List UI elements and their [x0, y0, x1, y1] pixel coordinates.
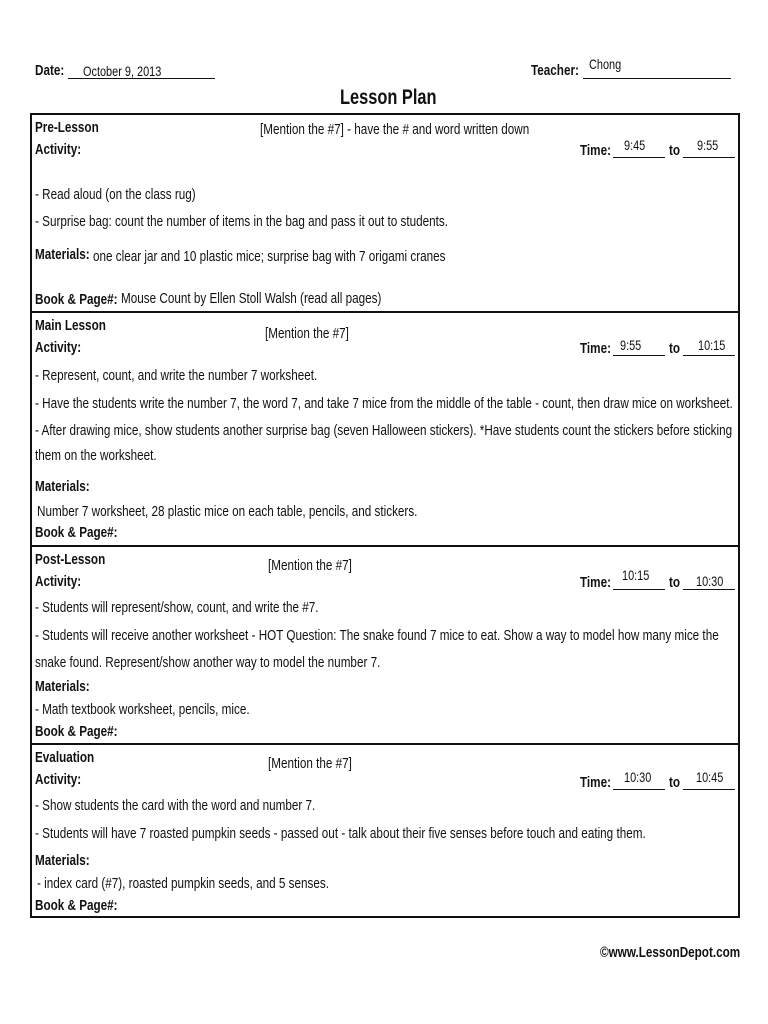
section-title: Evaluation: [35, 749, 95, 766]
footer-copyright: ©www.LessonDepot.com: [600, 944, 741, 961]
time-to-label: to: [669, 142, 681, 159]
materials-label: Materials:: [35, 478, 90, 495]
book-page-label: Book & Page#:: [35, 291, 118, 308]
date-label: Date:: [35, 62, 65, 79]
mention-note: [Mention the #7]: [268, 557, 352, 574]
mention-note: [Mention the #7]: [268, 755, 352, 772]
time-to-label: to: [669, 574, 681, 591]
activity-line: them on the worksheet.: [35, 447, 157, 464]
time-start: 10:15: [622, 567, 650, 583]
mention-note: [Mention the #7]: [265, 325, 349, 342]
book-page-label: Book & Page#:: [35, 524, 118, 541]
teacher-label: Teacher:: [531, 62, 579, 79]
time-to-label: to: [669, 340, 681, 357]
activity-label: Activity:: [35, 573, 82, 590]
materials-text: - Math textbook worksheet, pencils, mice.: [35, 701, 250, 718]
time-end: 10:45: [696, 769, 724, 785]
time-start-blank: [613, 789, 665, 790]
activity-line: - Students will represent/show, count, and write the #7.: [35, 599, 319, 616]
time-end: 10:30: [696, 573, 724, 589]
time-end-blank: [683, 589, 735, 590]
time-to-label: to: [669, 774, 681, 791]
materials-text: - index card (#7), roasted pumpkin seeds, and 5 senses.: [37, 875, 330, 892]
time-label: Time:: [580, 142, 611, 159]
book-page-label: Book & Page#:: [35, 897, 118, 914]
activity-line: - Surprise bag: count the number of items in the bag and pass it out to students.: [35, 213, 448, 230]
time-start-blank: [613, 157, 665, 158]
teacher-value: Chong: [589, 56, 622, 72]
activity-line: - Have the students write the number 7, the word 7, and take 7 mice from the middle of the table - count, then draw mice on worksheet.: [35, 395, 733, 412]
section-title: Main Lesson: [35, 317, 106, 334]
page-title: Lesson Plan: [340, 86, 437, 109]
book-page-label: Book & Page#:: [35, 723, 118, 740]
activity-line: - Represent, count, and write the number 7 worksheet.: [35, 367, 318, 384]
teacher-underline: [583, 78, 731, 79]
time-end-blank: [683, 789, 735, 790]
activity-label: Activity:: [35, 771, 82, 788]
time-label: Time:: [580, 574, 611, 591]
section-pre-lesson: [32, 115, 738, 313]
time-start: 10:30: [624, 769, 652, 785]
activity-line: - After drawing mice, show students another surprise bag (seven Halloween stickers). *Have students count the stickers before sticking: [35, 422, 733, 439]
time-end: 10:15: [698, 337, 726, 353]
activity-line: - Show students the card with the word and number 7.: [35, 797, 316, 814]
lesson-plan-table: [30, 113, 740, 918]
time-label: Time:: [580, 774, 611, 791]
time-start-blank: [613, 355, 665, 356]
activity-label: Activity:: [35, 339, 82, 356]
section-post-lesson: [32, 547, 738, 745]
materials-text: one clear jar and 10 plastic mice; surprise bag with 7 origami cranes: [93, 248, 446, 265]
materials-text: Number 7 worksheet, 28 plastic mice on each table, pencils, and stickers.: [37, 503, 418, 520]
section-evaluation: [32, 745, 738, 916]
time-start: 9:55: [620, 337, 642, 353]
date-value: October 9, 2013: [83, 63, 162, 79]
section-title: Post-Lesson: [35, 551, 106, 568]
materials-label: Materials:: [35, 678, 90, 695]
book-page-text: Mouse Count by Ellen Stoll Walsh (read all pages): [121, 290, 382, 307]
activity-line: snake found. Represent/show another way to model the number 7.: [35, 654, 381, 671]
section-main-lesson: [32, 313, 738, 547]
time-start-blank: [613, 589, 665, 590]
materials-label: Materials:: [35, 246, 90, 263]
mention-note: [Mention the #7] - have the # and word written down: [260, 121, 530, 138]
time-end: 9:55: [697, 137, 719, 153]
time-end-blank: [683, 157, 735, 158]
section-title: Pre-Lesson: [35, 119, 99, 136]
activity-line: - Read aloud (on the class rug): [35, 186, 196, 203]
materials-label: Materials:: [35, 852, 90, 869]
time-start: 9:45: [624, 137, 646, 153]
time-end-blank: [683, 355, 735, 356]
activity-line: - Students will have 7 roasted pumpkin seeds - passed out - talk about their five senses before touch and eating them.: [35, 825, 646, 842]
activity-line: - Students will receive another worksheet - HOT Question: The snake found 7 mice to eat. Show a way to model how many mice the: [35, 627, 719, 644]
activity-label: Activity:: [35, 141, 82, 158]
time-label: Time:: [580, 340, 611, 357]
